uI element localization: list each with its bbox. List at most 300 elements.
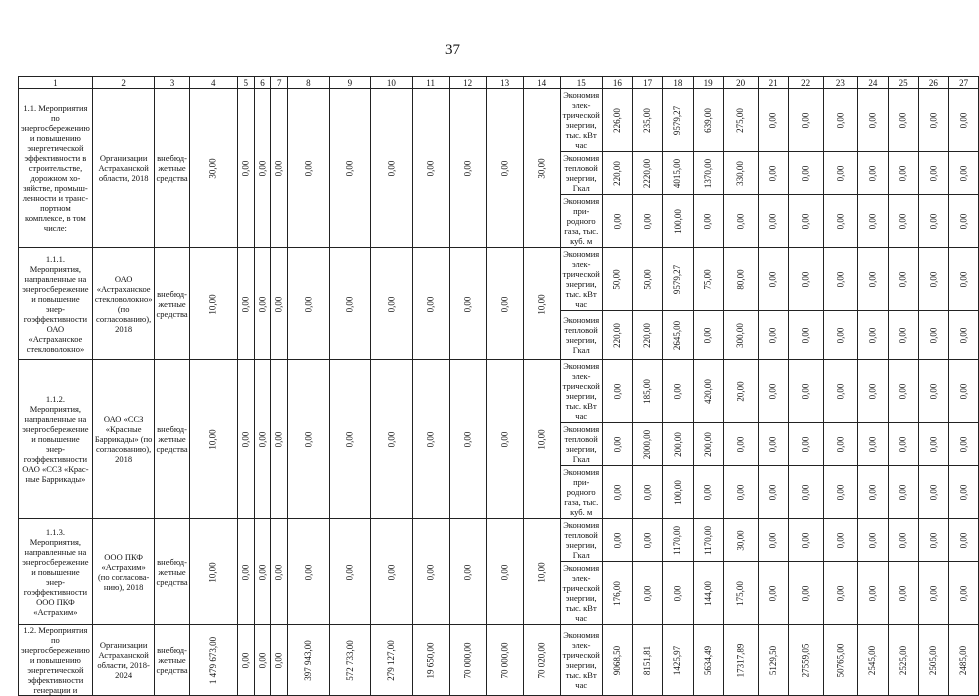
indicator-value: 0,00	[702, 327, 713, 344]
indicator-value: 2525,00	[897, 645, 908, 676]
indicator-value: 2645,00	[672, 320, 683, 351]
funding-value-cell	[449, 625, 486, 696]
indicator-value: 220,00	[611, 161, 622, 186]
column-number: 2	[92, 77, 155, 89]
indicator-value-cell	[693, 152, 723, 195]
indicator-value: 0,00	[767, 165, 778, 182]
indicator-value: 176,00	[611, 581, 622, 606]
indicator-value: 2545,00	[867, 645, 878, 676]
funding-value-cell	[449, 360, 486, 519]
indicator-value-cell	[723, 562, 758, 625]
indicator-value-cell	[758, 311, 788, 360]
indicator-value-cell	[663, 423, 693, 466]
indicator-value-cell	[663, 311, 693, 360]
indicator-value: 0,00	[927, 165, 938, 182]
indicator-value: 0,00	[927, 271, 938, 288]
indicator-value: 0,00	[800, 436, 811, 453]
funding-value-cell	[523, 519, 560, 625]
indicator-value-cell	[823, 519, 858, 562]
funding-value: 0,00	[257, 652, 268, 669]
indicator-name: Экономия электрической энергии, тыс. кВт час	[560, 562, 602, 625]
table-row	[19, 89, 979, 152]
funding-value: 572 733,00	[344, 640, 355, 681]
indicator-value-cell	[788, 519, 823, 562]
funding-value: 30,00	[536, 158, 547, 179]
indicator-value: 0,00	[958, 165, 969, 182]
indicator-value: 0,00	[897, 532, 908, 549]
indicator-name: Экономия тепловой энергии, Гкал	[560, 311, 602, 360]
indicator-value: 2000,00	[642, 429, 653, 460]
indicator-value-cell	[949, 248, 979, 311]
column-number: 24	[858, 77, 888, 89]
indicator-value: 0,00	[834, 165, 845, 182]
indicator-value: 0,00	[958, 327, 969, 344]
funding-value: 0,00	[425, 160, 436, 177]
indicator-value: 0,00	[958, 112, 969, 129]
indicator-value: 100,00	[672, 209, 683, 234]
column-number: 16	[602, 77, 632, 89]
funding-value-cell	[329, 625, 371, 696]
indicator-value-cell	[888, 562, 918, 625]
indicator-value: 0,00	[897, 436, 908, 453]
indicator-value: 0,00	[611, 436, 622, 453]
indicator-value: 0,00	[897, 484, 908, 501]
indicator-value-cell	[858, 152, 888, 195]
indicator-value-cell	[693, 360, 723, 423]
indicator-value: 0,00	[867, 165, 878, 182]
indicator-value: 0,00	[800, 585, 811, 602]
funding-value-cell	[254, 89, 271, 248]
funding-value: 0,00	[273, 652, 284, 669]
funding-value-cell	[371, 625, 413, 696]
funding-value: 0,00	[273, 160, 284, 177]
funding-value-cell	[254, 360, 271, 519]
indicator-value-cell	[823, 625, 858, 696]
indicator-name: Экономия тепловой энергии, Гкал	[560, 519, 602, 562]
indicator-value: 235,00	[642, 108, 653, 133]
column-number: 11	[412, 77, 449, 89]
indicator-value: 0,00	[867, 532, 878, 549]
funding-value: 10,00	[207, 561, 218, 583]
indicator-value: 0,00	[927, 383, 938, 400]
indicator-value-cell	[858, 195, 888, 248]
indicator-value-cell	[758, 519, 788, 562]
indicator-value: 0,00	[800, 327, 811, 344]
indicator-value-cell	[602, 562, 632, 625]
indicator-value: 0,00	[767, 112, 778, 129]
indicator-value-cell	[663, 152, 693, 195]
indicator-value-cell	[602, 89, 632, 152]
funding-value-cell	[237, 625, 254, 696]
indicator-value: 0,00	[897, 271, 908, 288]
funding-value: 0,00	[273, 296, 284, 312]
indicator-value: 0,00	[958, 271, 969, 288]
indicator-value: 0,00	[800, 271, 811, 288]
indicator-value-cell	[633, 562, 663, 625]
indicator-value: 0,00	[642, 585, 653, 602]
indicator-value-cell	[723, 360, 758, 423]
indicator-value: 0,00	[611, 532, 622, 549]
indicator-value: 0,00	[800, 484, 811, 501]
indicator-value: 9068,50	[611, 645, 622, 676]
indicator-value: 0,00	[927, 436, 938, 453]
indicator-value: 0,00	[927, 112, 938, 129]
indicator-value: 0,00	[867, 112, 878, 129]
indicator-value-cell	[758, 562, 788, 625]
indicator-value-cell	[693, 248, 723, 311]
indicator-value: 0,00	[834, 484, 845, 501]
indicator-value: 0,00	[735, 484, 746, 501]
funding-value: 0,00	[240, 160, 251, 177]
indicator-value-cell	[788, 248, 823, 311]
indicator-value: 0,00	[611, 213, 622, 230]
indicator-value: 0,00	[867, 271, 878, 288]
executor: ОАО «Астраханское стекловолокно» (по согласованию), 2018	[92, 248, 155, 360]
funding-value-cell	[271, 625, 288, 696]
indicator-value: 0,00	[867, 585, 878, 602]
funding-value: 1 479 673,00	[207, 636, 218, 685]
funding-value-cell	[329, 248, 371, 360]
funding-source: внебюджетные средства	[155, 519, 189, 625]
column-number: 15	[560, 77, 602, 89]
indicator-value: 0,00	[767, 532, 778, 549]
funding-value-cell	[449, 89, 486, 248]
indicator-value-cell	[888, 466, 918, 519]
indicator-value: 0,00	[800, 112, 811, 129]
indicator-value: 100,00	[672, 480, 683, 505]
indicator-value: 20,00	[735, 381, 746, 402]
indicator-value-cell	[602, 423, 632, 466]
indicator-value-cell	[633, 423, 663, 466]
indicator-value: 0,00	[767, 327, 778, 344]
indicator-value: 8151,81	[642, 645, 653, 676]
executor: Организации Астраханской области, 2018	[92, 89, 155, 248]
indicator-value: 0,00	[927, 532, 938, 549]
funding-value: 0,00	[499, 160, 510, 177]
column-number: 8	[288, 77, 330, 89]
funding-value: 0,00	[462, 431, 473, 448]
indicator-value-cell	[602, 152, 632, 195]
indicator-value: 4015,00	[672, 158, 683, 189]
indicator-value-cell	[788, 195, 823, 248]
indicator-value: 75,00	[702, 269, 713, 290]
indicator-value-cell	[918, 311, 948, 360]
indicator-name: Экономия электрической энергии, тыс. кВт час	[560, 360, 602, 423]
indicator-value: 17317,89	[735, 643, 746, 678]
table-row	[19, 625, 979, 696]
indicator-value: 0,00	[642, 213, 653, 230]
funding-value: 0,00	[273, 431, 284, 448]
funding-value: 10,00	[536, 293, 547, 315]
indicator-value-cell	[888, 311, 918, 360]
indicator-value: 144,00	[702, 581, 713, 606]
funding-value: 0,00	[425, 564, 436, 580]
indicator-value: 0,00	[867, 436, 878, 453]
indicator-value: 0,00	[958, 532, 969, 549]
indicator-value-cell	[693, 89, 723, 152]
indicator-value: 9579,27	[672, 264, 683, 295]
indicator-value-cell	[858, 360, 888, 423]
indicator-value: 0,00	[800, 213, 811, 230]
funding-value: 0,00	[462, 160, 473, 177]
funding-value: 0,00	[302, 431, 313, 448]
indicator-value: 200,00	[672, 432, 683, 457]
column-number: 4	[189, 77, 237, 89]
indicator-value-cell	[663, 562, 693, 625]
funding-value: 0,00	[240, 564, 251, 580]
funding-value: 10,00	[536, 561, 547, 583]
column-number: 1	[19, 77, 93, 89]
indicator-value-cell	[602, 311, 632, 360]
indicator-value: 0,00	[767, 271, 778, 288]
indicator-value-cell	[858, 625, 888, 696]
indicator-value: 420,00	[702, 379, 713, 404]
indicator-value-cell	[858, 311, 888, 360]
funding-value-cell	[412, 89, 449, 248]
indicator-value: 0,00	[897, 327, 908, 344]
indicator-value-cell	[949, 89, 979, 152]
indicator-value-cell	[633, 360, 663, 423]
indicator-value: 30,00	[735, 530, 746, 551]
funding-value: 70 000,00	[499, 642, 510, 679]
indicator-value: 0,00	[867, 213, 878, 230]
funding-value-cell	[449, 248, 486, 360]
indicator-value: 0,00	[897, 112, 908, 129]
funding-value: 19 650,00	[425, 642, 436, 679]
column-number: 13	[486, 77, 523, 89]
funding-value-cell	[412, 360, 449, 519]
funding-value-cell	[237, 360, 254, 519]
indicator-value-cell	[693, 311, 723, 360]
funding-value: 30,00	[207, 158, 218, 179]
measures-table	[18, 76, 979, 696]
column-number: 14	[523, 77, 560, 89]
indicator-value: 0,00	[897, 213, 908, 230]
indicator-value: 220,00	[642, 323, 653, 348]
funding-value-cell	[254, 519, 271, 625]
indicator-value-cell	[758, 152, 788, 195]
funding-value-cell	[288, 360, 330, 519]
indicator-value-cell	[918, 152, 948, 195]
funding-value: 0,00	[385, 160, 396, 177]
indicator-value-cell	[918, 360, 948, 423]
indicator-value-cell	[723, 519, 758, 562]
indicator-value-cell	[823, 423, 858, 466]
indicator-value: 200,00	[702, 432, 713, 457]
indicator-value-cell	[949, 423, 979, 466]
indicator-value-cell	[918, 625, 948, 696]
indicator-value: 2485,00	[958, 645, 969, 676]
indicator-value: 0,00	[672, 383, 683, 400]
indicator-value-cell	[918, 519, 948, 562]
funding-value: 0,00	[273, 564, 284, 580]
indicator-value-cell	[723, 423, 758, 466]
indicator-value-cell	[788, 152, 823, 195]
indicator-value-cell	[888, 152, 918, 195]
column-number: 21	[758, 77, 788, 89]
indicator-value: 9579,27	[672, 105, 683, 136]
indicator-value: 0,00	[767, 484, 778, 501]
funding-value-cell	[412, 625, 449, 696]
funding-value-cell	[288, 248, 330, 360]
measure-name: 1.1. Мероприятия по энергосбережению и повышению энергетической эффективности в строительстве, дорожном хозяйстве, промышленности и транспортном комплексе, в том числе:	[19, 89, 93, 248]
funding-value: 0,00	[257, 431, 268, 448]
measure-name: 1.2. Мероприятия по энергосбережению и повышению энергетической эффективности генерации и	[19, 625, 93, 696]
column-number: 6	[254, 77, 271, 89]
indicator-value: 80,00	[735, 269, 746, 290]
indicator-value: 1425,97	[672, 645, 683, 676]
funding-value: 0,00	[499, 296, 510, 312]
indicator-value-cell	[949, 625, 979, 696]
funding-value-cell	[486, 248, 523, 360]
executor: ООО ПКФ «Астрахим» (по согласованию), 2018	[92, 519, 155, 625]
indicator-value-cell	[788, 311, 823, 360]
indicator-value: 0,00	[834, 213, 845, 230]
indicator-value-cell	[758, 360, 788, 423]
page-number: 37	[445, 42, 460, 58]
indicator-value-cell	[918, 423, 948, 466]
indicator-value: 2505,00	[927, 645, 938, 676]
indicator-name: Экономия природного газа, тыс. куб. м	[560, 195, 602, 248]
indicator-value-cell	[758, 89, 788, 152]
indicator-name: Экономия электрической энергии, тыс. кВт час	[560, 248, 602, 311]
indicator-name: Экономия электрической энергии, тыс. кВт час	[560, 625, 602, 696]
indicator-value-cell	[888, 360, 918, 423]
indicator-value: 1170,00	[702, 526, 713, 555]
funding-value: 0,00	[257, 564, 268, 580]
indicator-value: 0,00	[867, 327, 878, 344]
indicator-value-cell	[602, 519, 632, 562]
funding-value: 0,00	[462, 564, 473, 580]
indicator-value-cell	[758, 423, 788, 466]
indicator-name: Экономия природного газа, тыс. куб. м	[560, 466, 602, 519]
indicator-value-cell	[663, 89, 693, 152]
indicator-value-cell	[788, 89, 823, 152]
indicator-value: 5634,49	[702, 645, 713, 676]
indicator-value: 0,00	[927, 327, 938, 344]
indicator-value-cell	[633, 89, 663, 152]
indicator-value-cell	[602, 195, 632, 248]
indicator-name: Экономия электрической энергии, тыс. кВт час	[560, 89, 602, 152]
indicator-value: 185,00	[642, 379, 653, 404]
indicator-value: 0,00	[958, 585, 969, 602]
indicator-value: 0,00	[958, 213, 969, 230]
funding-value-cell	[486, 89, 523, 248]
indicator-value-cell	[633, 248, 663, 311]
funding-value-cell	[329, 360, 371, 519]
indicator-value-cell	[918, 466, 948, 519]
funding-value-cell	[237, 519, 254, 625]
indicator-value-cell	[723, 152, 758, 195]
indicator-value: 0,00	[642, 484, 653, 501]
indicator-value: 0,00	[834, 271, 845, 288]
funding-value-cell	[371, 89, 413, 248]
indicator-value: 300,00	[735, 323, 746, 348]
funding-value: 0,00	[425, 296, 436, 312]
funding-value-cell	[523, 360, 560, 519]
column-number: 3	[155, 77, 189, 89]
indicator-value-cell	[918, 89, 948, 152]
indicator-value: 0,00	[897, 383, 908, 400]
funding-value-cell	[189, 519, 237, 625]
indicator-value-cell	[633, 625, 663, 696]
table-row	[19, 248, 979, 311]
indicator-value-cell	[858, 562, 888, 625]
indicator-value-cell	[723, 195, 758, 248]
indicator-value: 639,00	[702, 108, 713, 133]
table-row	[19, 519, 979, 562]
column-number: 27	[949, 77, 979, 89]
indicator-value: 0,00	[867, 383, 878, 400]
funding-value-cell	[189, 625, 237, 696]
column-number: 20	[723, 77, 758, 89]
indicator-value-cell	[888, 519, 918, 562]
indicator-value-cell	[949, 466, 979, 519]
indicator-value: 0,00	[897, 165, 908, 182]
indicator-value-cell	[602, 360, 632, 423]
column-number: 23	[823, 77, 858, 89]
column-number: 9	[329, 77, 371, 89]
funding-value: 0,00	[302, 564, 313, 580]
indicator-value: 0,00	[800, 383, 811, 400]
measure-name: 1.1.2. Мероприятия, направленные на энергосбережение и повышение энергоэффективности ОАО «ССЗ «Красные Баррикады»	[19, 360, 93, 519]
indicator-value-cell	[758, 466, 788, 519]
indicator-value-cell	[823, 562, 858, 625]
funding-value: 0,00	[302, 296, 313, 312]
indicator-value-cell	[633, 311, 663, 360]
column-number: 5	[237, 77, 254, 89]
indicator-value-cell	[663, 195, 693, 248]
indicator-value-cell	[663, 248, 693, 311]
indicator-value-cell	[949, 562, 979, 625]
funding-value: 0,00	[425, 431, 436, 448]
indicator-value-cell	[858, 423, 888, 466]
indicator-value-cell	[788, 466, 823, 519]
indicator-value: 0,00	[897, 585, 908, 602]
indicator-value-cell	[858, 466, 888, 519]
funding-value-cell	[412, 519, 449, 625]
indicator-value-cell	[918, 562, 948, 625]
indicator-value: 0,00	[958, 383, 969, 400]
funding-value-cell	[329, 519, 371, 625]
funding-value: 0,00	[499, 564, 510, 580]
indicator-value-cell	[888, 89, 918, 152]
funding-value-cell	[371, 248, 413, 360]
indicator-value: 0,00	[927, 484, 938, 501]
indicator-value: 50,00	[642, 269, 653, 290]
funding-value-cell	[523, 89, 560, 248]
indicator-value-cell	[663, 360, 693, 423]
indicator-value-cell	[858, 248, 888, 311]
indicator-value-cell	[823, 466, 858, 519]
indicator-value-cell	[723, 625, 758, 696]
indicator-value-cell	[693, 519, 723, 562]
indicator-value: 5129,50	[767, 645, 778, 676]
funding-value: 0,00	[240, 652, 251, 669]
indicator-value-cell	[788, 625, 823, 696]
funding-value: 0,00	[385, 564, 396, 580]
funding-source: внебюджетные средства	[155, 625, 189, 696]
indicator-value-cell	[758, 195, 788, 248]
funding-value-cell	[449, 519, 486, 625]
indicator-value: 50765,00	[834, 643, 845, 678]
column-number: 7	[271, 77, 288, 89]
funding-source: внебюджетные средства	[155, 360, 189, 519]
indicator-value: 0,00	[958, 436, 969, 453]
indicator-value-cell	[823, 152, 858, 195]
funding-value: 279 127,00	[385, 640, 396, 681]
indicator-value-cell	[602, 625, 632, 696]
